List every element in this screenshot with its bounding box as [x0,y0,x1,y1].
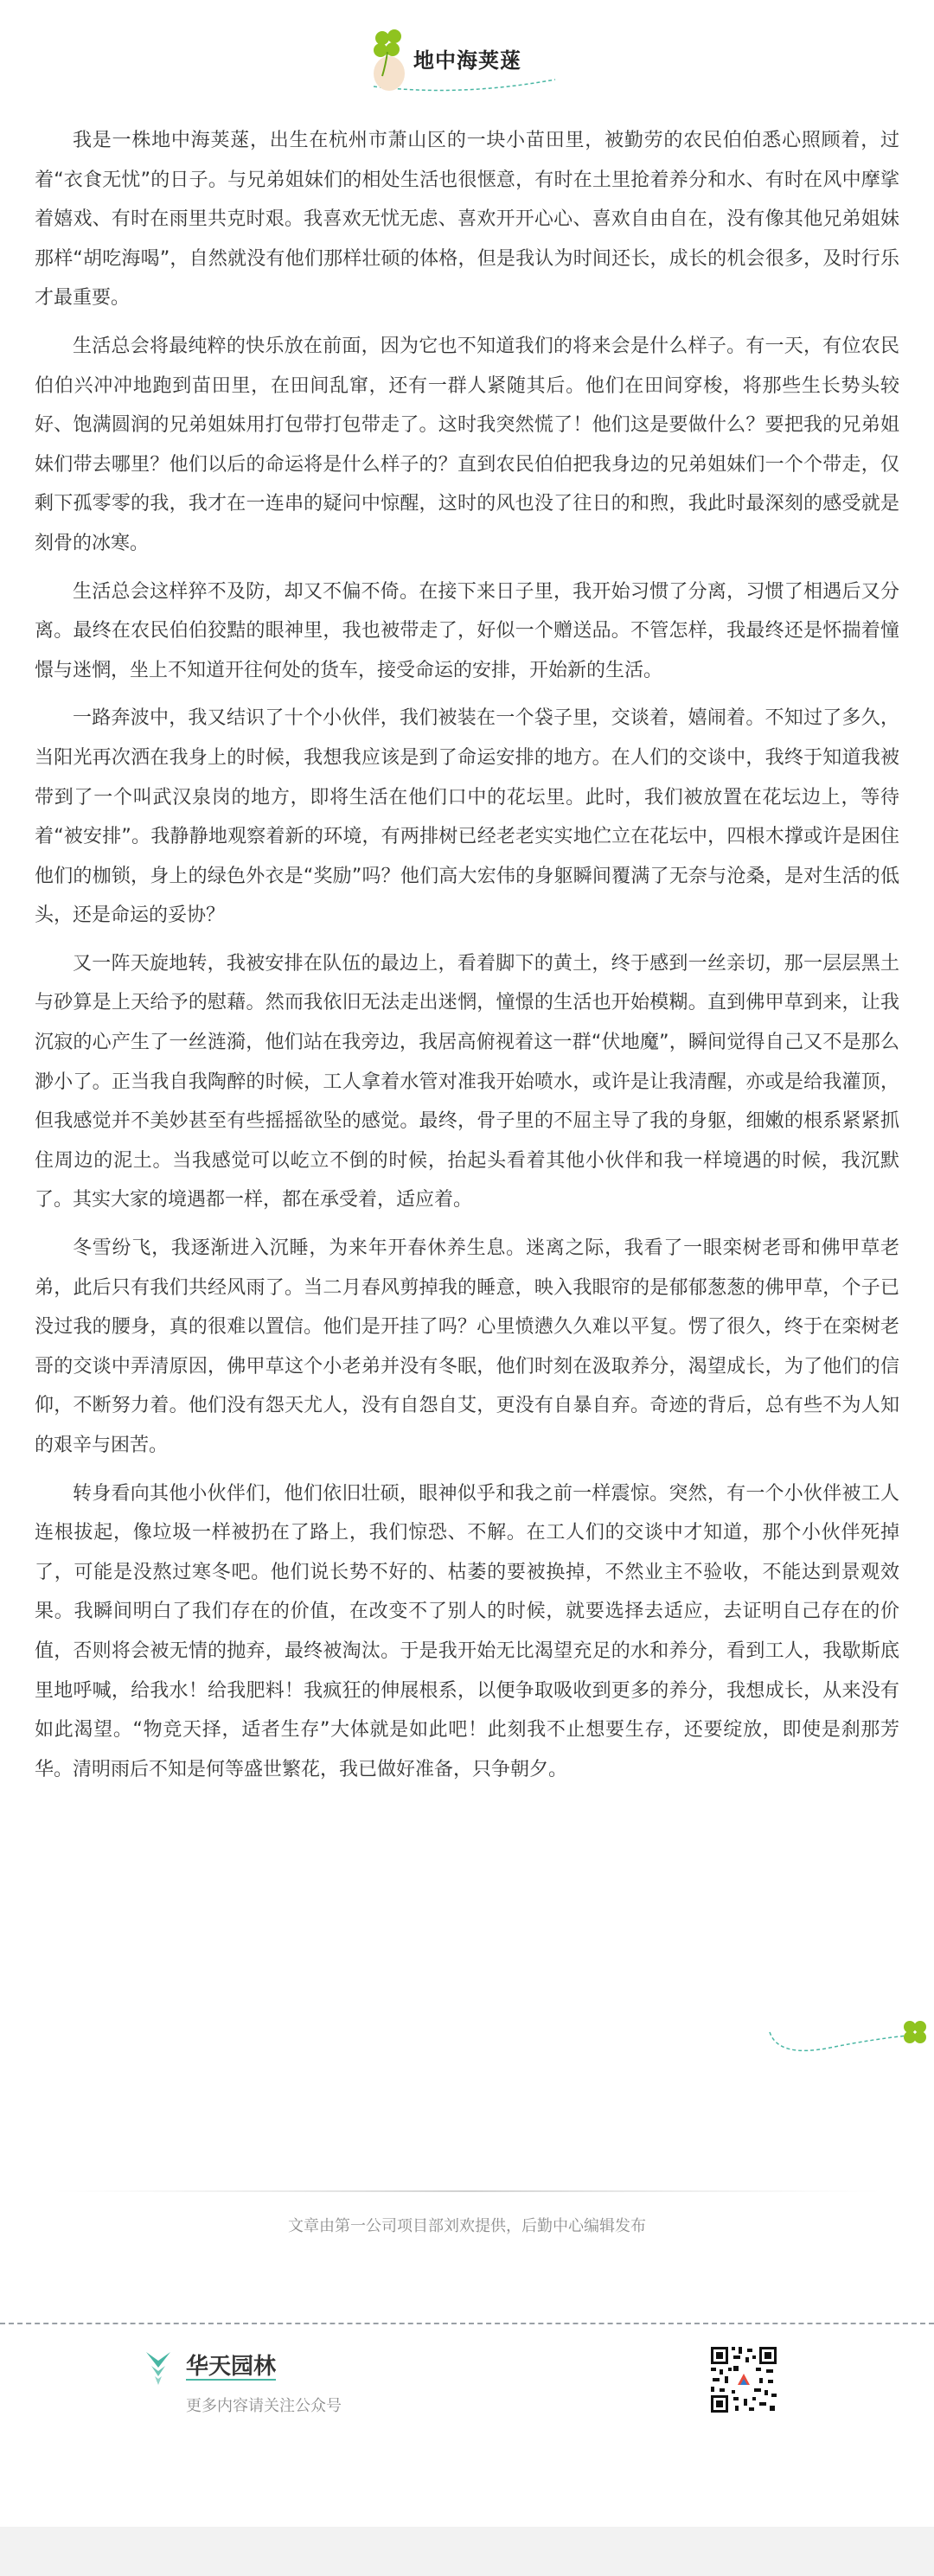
qr-code-icon [709,2345,778,2414]
paragraph: 又一阵天旋地转，我被安排在队伍的最边上，看着脚下的黄土，终于感到一丝亲切，那一层层黑土与砂算是上天给予的慰藉。然而我依旧无法走出迷惘，憧憬的生活也开始模糊。直到佛甲草到来，让我沉寂的心产生了一丝涟漪，他们站在我旁边，我居高俯视着这一群“伏地魔”，瞬间觉得自己又不是那么渺小了。正当我自我陶醉的时候，工人拿着水管对准我开始喷水，或许是让我清醒，亦或是给我灌顶，但我感觉并不美妙甚至有些摇摇欲坠的感觉。最终，骨子里的不屈主导了我的身躯，细嫩的根系紧紧抓住周边的泥土。当我感觉可以屹立不倒的时候，抬起头看着其他小伙伴和我一样境遇的时候，我沉默了。其实大家的境遇都一样，都在承受着，适应着。 [35,952,899,1211]
article-header [0,0,934,112]
brand-block [143,2345,489,2423]
dashed-divider [0,2323,934,2324]
paragraph: 我是一株地中海荚蒾，出生在杭州市萧山区的一块小苗田里，被勤劳的农民伯伯悉心照顾着，过着“衣食无忧”的日子。与兄弟姐妹们的相处生活也很惬意，有时在土里抢着养分和水、有时在风中摩挲着嬉戏、有时在雨里共克时艰。我喜欢无忧无虑、喜欢开开心心、喜欢自由自在，没有像其他兄弟姐妹那样“胡吃海喝”，自然就没有他们那样壮硕的体格，但是我认为时间还长，成长的机会很多，及时行乐才最重要。 [35,130,899,310]
brand-name: 华天园林 [186,2354,277,2380]
article-body [35,121,899,1798]
paragraph: 一路奔波中，我又结识了十个小伙伴，我们被装在一个袋子里，交谈着，嬉闹着。不知过了多久，当阳光再次洒在我身上的时候，我想我应该是到了命运安排的地方。在人们的交谈中，我终于知道我被带到了一个叫武汉泉岗的地方，即将生活在他们口中的花坛里。此时，我们被放置在花坛边上，等待着“被安排”。我静静地观察着新的环境，有两排树已经老老实实地伫立在花坛中，四根木撑或许是困住他们的枷锁，身上的绿色外衣是“奖励”吗？他们高大宏伟的身躯瞬间覆满了无奈与沧桑，是对生活的低头，还是命运的妥协？ [35,707,899,927]
paragraph: 转身看向其他小伙伴们，他们依旧壮硕，眼神似乎和我之前一样震惊。突然，有一个小伙伴被工人连根拔起，像垃圾一样被扔在了路上，我们惊恐、不解。在工人们的交谈中才知道，那个小伙伴死掉了，可能是没熬过寒冬吧。他们说长势不好的、枯萎的要被换掉，不然业主不验收，不能达到景观效果。我瞬间明白了我们存在的价值，在改变不了别人的时候，就要选择去适应，去证明自己存在的价值，否则将会被无情的抛弃，最终被淘汰。于是我开始无比渴望充足的水和养分，看到工人，我歇斯底里地呼喊，给我水！给我肥料！我疯狂的伸展根系，以便争取吸收到更多的养分，我想成长，从来没有如此渴望。“物竞天择，适者生存”大体就是如此吧！此刻我不止想要生存，还要绽放，即使是刹那芳华。清明雨后不知是何等盛世繁花，我已做好准备，只争朝夕。 [35,1482,899,1780]
paragraph: 生活总会将最纯粹的快乐放在前面，因为它也不知道我们的将来会是什么样子。有一天，有位农民伯伯兴冲冲地跑到苗田里，在田间乱窜，还有一群人紧随其后。他们在田间穿梭，将那些生长势头较好、饱满圆润的兄弟姐妹用打包带打包带走了。这时我突然慌了！他们这是要做什么？要把我的兄弟姐妹们带去哪里？他们以后的命运将是什么样子的？直到农民伯伯把我身边的兄弟姐妹们一个个带走，仅剩下孤零零的我，我才在一连串的疑问中惊醒，这时的风也没了往日的和煦，我此时最深刻的感受就是刻骨的冰寒。 [35,335,899,554]
credit-text: 文章由第一公司项目部刘欢提供，后勤中心编辑发布 [288,2217,646,2235]
brand-subtitle: 更多内容请关注公众号 [186,2397,342,2415]
page-title: 地中海荚蒾 [413,48,521,73]
paragraph: 冬雪纷飞，我逐渐进入沉睡，为来年开春休养生息。迷离之际，我看了一眼栾树老哥和佛甲草老弟，此后只有我们共经风雨了。当二月春风剪掉我的睡意，映入我眼帘的是郁郁葱葱的佛甲草，个子已没过我的腰身，真的很难以置信。他们是开挂了吗？心里愤懑久久难以平复。愣了很久，终于在栾树老哥的交谈中弄清原因，佛甲草这个小老弟并没有冬眠，他们时刻在汲取养分，渴望成长，为了他们的信仰，不断努力着。他们没有怨天尤人，没有自怨自艾，更没有自暴自弃。奇迹的背后，总有些不为人知的艰辛与困苦。 [35,1237,899,1456]
paragraph: 生活总会这样猝不及防，却又不偏不倚。在接下来日子里，我开始习惯了分离，习惯了相遇后又分离。最终在农民伯伯狡黠的眼神里，我也被带走了，好似一个赠送品。不管怎样，我最终还是怀揣着憧憬与迷惘，坐上不知道开往何处的货车，接受命运的安排，开始新的生活。 [35,580,899,681]
divider [52,2189,882,2193]
bottom-band [0,2527,934,2576]
clover-end-icon [761,1998,934,2067]
brand-logo-icon [143,2349,174,2387]
